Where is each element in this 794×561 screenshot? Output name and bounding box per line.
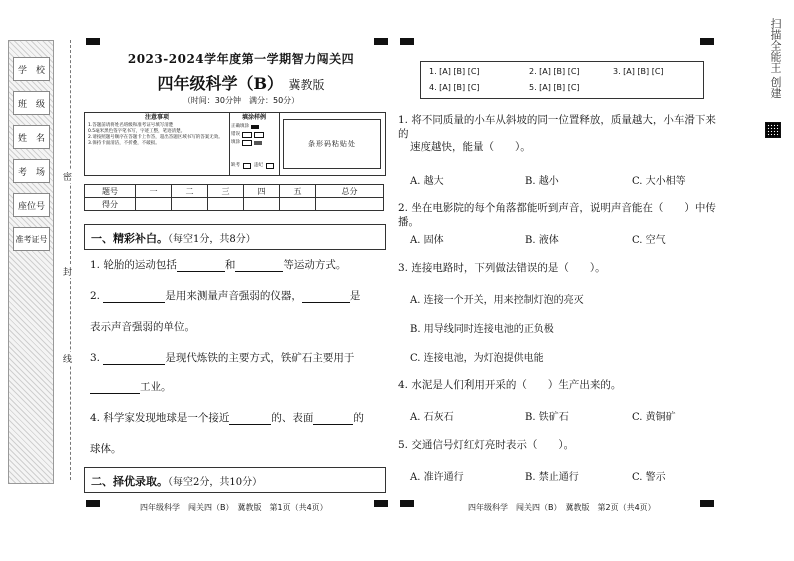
seal-char: 密	[63, 170, 72, 183]
score-cell[interactable]	[244, 198, 280, 211]
wrong-mark-icon	[242, 132, 252, 138]
score-cell[interactable]	[208, 198, 244, 211]
option-b[interactable]: B. 越小	[525, 176, 559, 187]
option-a[interactable]: A. 固体	[410, 235, 444, 246]
option-c[interactable]: C. 警示	[632, 472, 666, 483]
violation-label: 违纪	[254, 163, 263, 168]
score-header-cell: 二	[172, 185, 208, 198]
exam-title: 2023-2024学年度第一学期智力闯关四	[127, 52, 355, 66]
section-1-title-row	[91, 230, 256, 246]
seal-line	[70, 40, 71, 480]
registration-mark	[400, 38, 414, 45]
option-c[interactable]: C. 连接电池，为灯泡提供电能	[410, 353, 544, 364]
q-text: 4. 科学家发现地球是一个接近	[90, 412, 230, 424]
section-1-points: （每空1分，共8分）	[168, 234, 256, 245]
watermark-app: 扫描全能王	[769, 18, 782, 73]
section-2-title: 二、择优录取。	[91, 475, 168, 488]
seal-char: 线	[63, 352, 72, 365]
question-2-4: 4. 水泥是人们利用开采的（ ）生产出来的。	[398, 379, 622, 391]
q-text: 的	[353, 412, 364, 424]
score-table	[84, 184, 384, 211]
sample-wrong-row-2	[231, 140, 277, 146]
scanner-watermark	[763, 14, 781, 154]
answer-option-4[interactable]: 4. [A] [B] [C]	[429, 83, 480, 92]
score-header-cell: 一	[136, 185, 172, 198]
notice-line: 3.保持卡面清洁，不折叠，不破损。	[88, 141, 160, 146]
question-2-1: 1. 将不同质量的小车从斜坡的同一位置释放，质量越大，小车滑下来的	[398, 114, 716, 140]
option-b[interactable]: B. 用导线同时连接电池的正负极	[410, 324, 554, 335]
score-cell[interactable]	[172, 198, 208, 211]
section-1-title: 一、精彩补白。	[91, 232, 168, 245]
answer-blank[interactable]	[229, 412, 271, 425]
field-admission-no: 准考证号	[13, 227, 50, 251]
score-cell[interactable]	[280, 198, 316, 211]
notice-instructions	[85, 113, 230, 175]
watermark-suffix: 创建	[769, 76, 782, 99]
option-c[interactable]: C. 大小相等	[632, 176, 686, 187]
option-a[interactable]: A. 连接一个开关，用来控制灯泡的亮灭	[410, 295, 584, 306]
q-text: 工业。	[140, 381, 172, 393]
registration-mark	[374, 500, 388, 507]
answer-blank[interactable]	[103, 352, 165, 365]
exam-meta: （时间：30分钟 满分：50分）	[182, 96, 300, 105]
q-text: 的、表面	[271, 412, 314, 424]
filled-box-icon	[251, 125, 259, 129]
score-header-cell: 总分	[316, 185, 384, 198]
registration-mark	[86, 500, 100, 507]
question-1-1	[90, 258, 346, 272]
question-1-4-cont: 球体。	[90, 443, 122, 455]
sample-correct-label: 正确填涂	[231, 124, 249, 129]
qr-code-icon	[765, 122, 781, 138]
field-seat: 座位号	[13, 193, 50, 217]
field-class: 班 级	[13, 91, 50, 115]
sample-wrong-label-2: 填涂	[231, 140, 240, 145]
answer-blank[interactable]	[177, 259, 225, 272]
answer-blank[interactable]	[235, 259, 283, 272]
sample-wrong-row	[231, 132, 277, 138]
q-text: 是	[349, 290, 361, 302]
question-1-2-cont: 表示声音强弱的单位。	[90, 321, 195, 333]
wrong-mark-icon	[242, 140, 252, 146]
answer-option-1[interactable]: 1. [A] [B] [C]	[429, 67, 480, 76]
score-header-cell: 四	[244, 185, 280, 198]
option-c[interactable]: C. 空气	[632, 235, 666, 246]
violation-checkbox[interactable]	[266, 163, 274, 169]
answer-option-3[interactable]: 3. [A] [B] [C]	[613, 67, 664, 76]
section-1-header	[84, 224, 386, 250]
q-text: 是用来测量声音强弱的仪器，	[165, 290, 302, 302]
score-header-row	[85, 185, 384, 198]
section-2-header	[84, 467, 386, 493]
section-2-title-row	[91, 473, 262, 489]
notice-line: 0.5毫米黑色签字笔书写，字迹工整，笔迹清楚。	[88, 129, 186, 134]
sample-heading: 填涂样例	[241, 114, 266, 121]
question-2-1-cont: 速度越快，能量（ ）。	[410, 141, 531, 153]
notice-box	[84, 112, 386, 176]
q-text: 等运动方式。	[283, 259, 347, 271]
option-c[interactable]: C. 黄铜矿	[632, 412, 676, 423]
field-school: 学 校	[13, 57, 50, 81]
option-a[interactable]: A. 石灰石	[410, 412, 454, 423]
wrong-mark-icon	[254, 132, 264, 138]
answer-blank[interactable]	[90, 381, 140, 394]
sample-wrong-label: 错误	[231, 132, 240, 137]
score-row-label: 得分	[85, 198, 136, 211]
q-text: 是现代炼铁的主要方式，铁矿石主要用于	[165, 352, 355, 364]
notice-line: 1.答题前请将姓名班级和准考证号填写清楚	[88, 123, 174, 128]
answer-option-2[interactable]: 2. [A] [B] [C]	[529, 67, 580, 76]
notice-line: 2.请按照题号顺序在答题卡上作答，超出答题区域书写的答案无效。	[88, 135, 223, 140]
registration-mark	[374, 38, 388, 45]
field-name: 姓 名	[13, 125, 50, 149]
question-2-5: 5. 交通信号灯红灯亮时表示（ ）。	[398, 439, 575, 451]
edition-text: 冀教版	[288, 78, 325, 92]
answer-option-5[interactable]: 5. [A] [B] [C]	[529, 83, 580, 92]
question-1-2	[90, 289, 360, 303]
registration-mark	[400, 500, 414, 507]
score-header-cell: 五	[280, 185, 316, 198]
option-b[interactable]: B. 铁矿石	[525, 412, 569, 423]
page-footer-right: 四年级科学 闯关四（B） 冀教版 第2页（共4页）	[468, 503, 656, 512]
registration-mark	[86, 38, 100, 45]
absence-row	[231, 163, 274, 169]
question-1-3	[90, 351, 354, 365]
score-value-row	[85, 198, 384, 211]
registration-mark	[700, 38, 714, 45]
score-cell[interactable]	[136, 198, 172, 211]
exam-subject	[95, 71, 387, 94]
option-b[interactable]: B. 禁止通行	[525, 472, 579, 483]
watermark-text	[767, 18, 783, 99]
q-text: 和	[224, 259, 236, 271]
seal-char: 封	[63, 265, 72, 278]
score-cell[interactable]	[316, 198, 384, 211]
notice-heading: 注意事项	[144, 114, 169, 121]
barcode-area	[283, 119, 381, 169]
fill-sample	[229, 113, 280, 175]
page-footer-left: 四年级科学 闯关四（B） 冀教版 第1页（共4页）	[140, 503, 328, 512]
subject-text: 四年级科学（B）	[157, 74, 283, 93]
binding-strip	[8, 40, 54, 484]
q-text: 2.	[90, 290, 101, 302]
option-b[interactable]: B. 液体	[525, 235, 559, 246]
question-1-4	[90, 411, 364, 425]
score-header-cell: 题号	[85, 185, 136, 198]
score-header-cell: 三	[208, 185, 244, 198]
answer-sheet	[420, 61, 704, 99]
registration-mark	[700, 500, 714, 507]
answer-blank[interactable]	[103, 290, 165, 303]
missing-label: 缺考	[231, 163, 240, 168]
field-exam-room: 考 场	[13, 159, 50, 183]
barcode-label: 条形码粘贴处	[308, 140, 356, 148]
section-2-points: （每空2分，共10分）	[168, 477, 263, 488]
question-2-3: 3. 连接电路时，下列做法错误的是（ ）。	[398, 262, 606, 274]
question-2-2: 2. 坐在电影院的每个角落都能听到声音，说明声音能在（ ）中传播。	[398, 202, 716, 228]
wrong-mark-icon	[254, 141, 262, 145]
question-1-3-cont	[90, 380, 172, 394]
sample-correct-row	[231, 124, 277, 130]
option-a[interactable]: A. 准许通行	[410, 472, 464, 483]
option-a[interactable]: A. 越大	[410, 176, 444, 187]
answer-blank[interactable]	[313, 412, 353, 425]
answer-blank[interactable]	[302, 290, 350, 303]
missing-checkbox[interactable]	[243, 163, 251, 169]
q-text: 1. 轮胎的运动包括	[90, 259, 177, 271]
q-text: 3.	[90, 352, 101, 364]
